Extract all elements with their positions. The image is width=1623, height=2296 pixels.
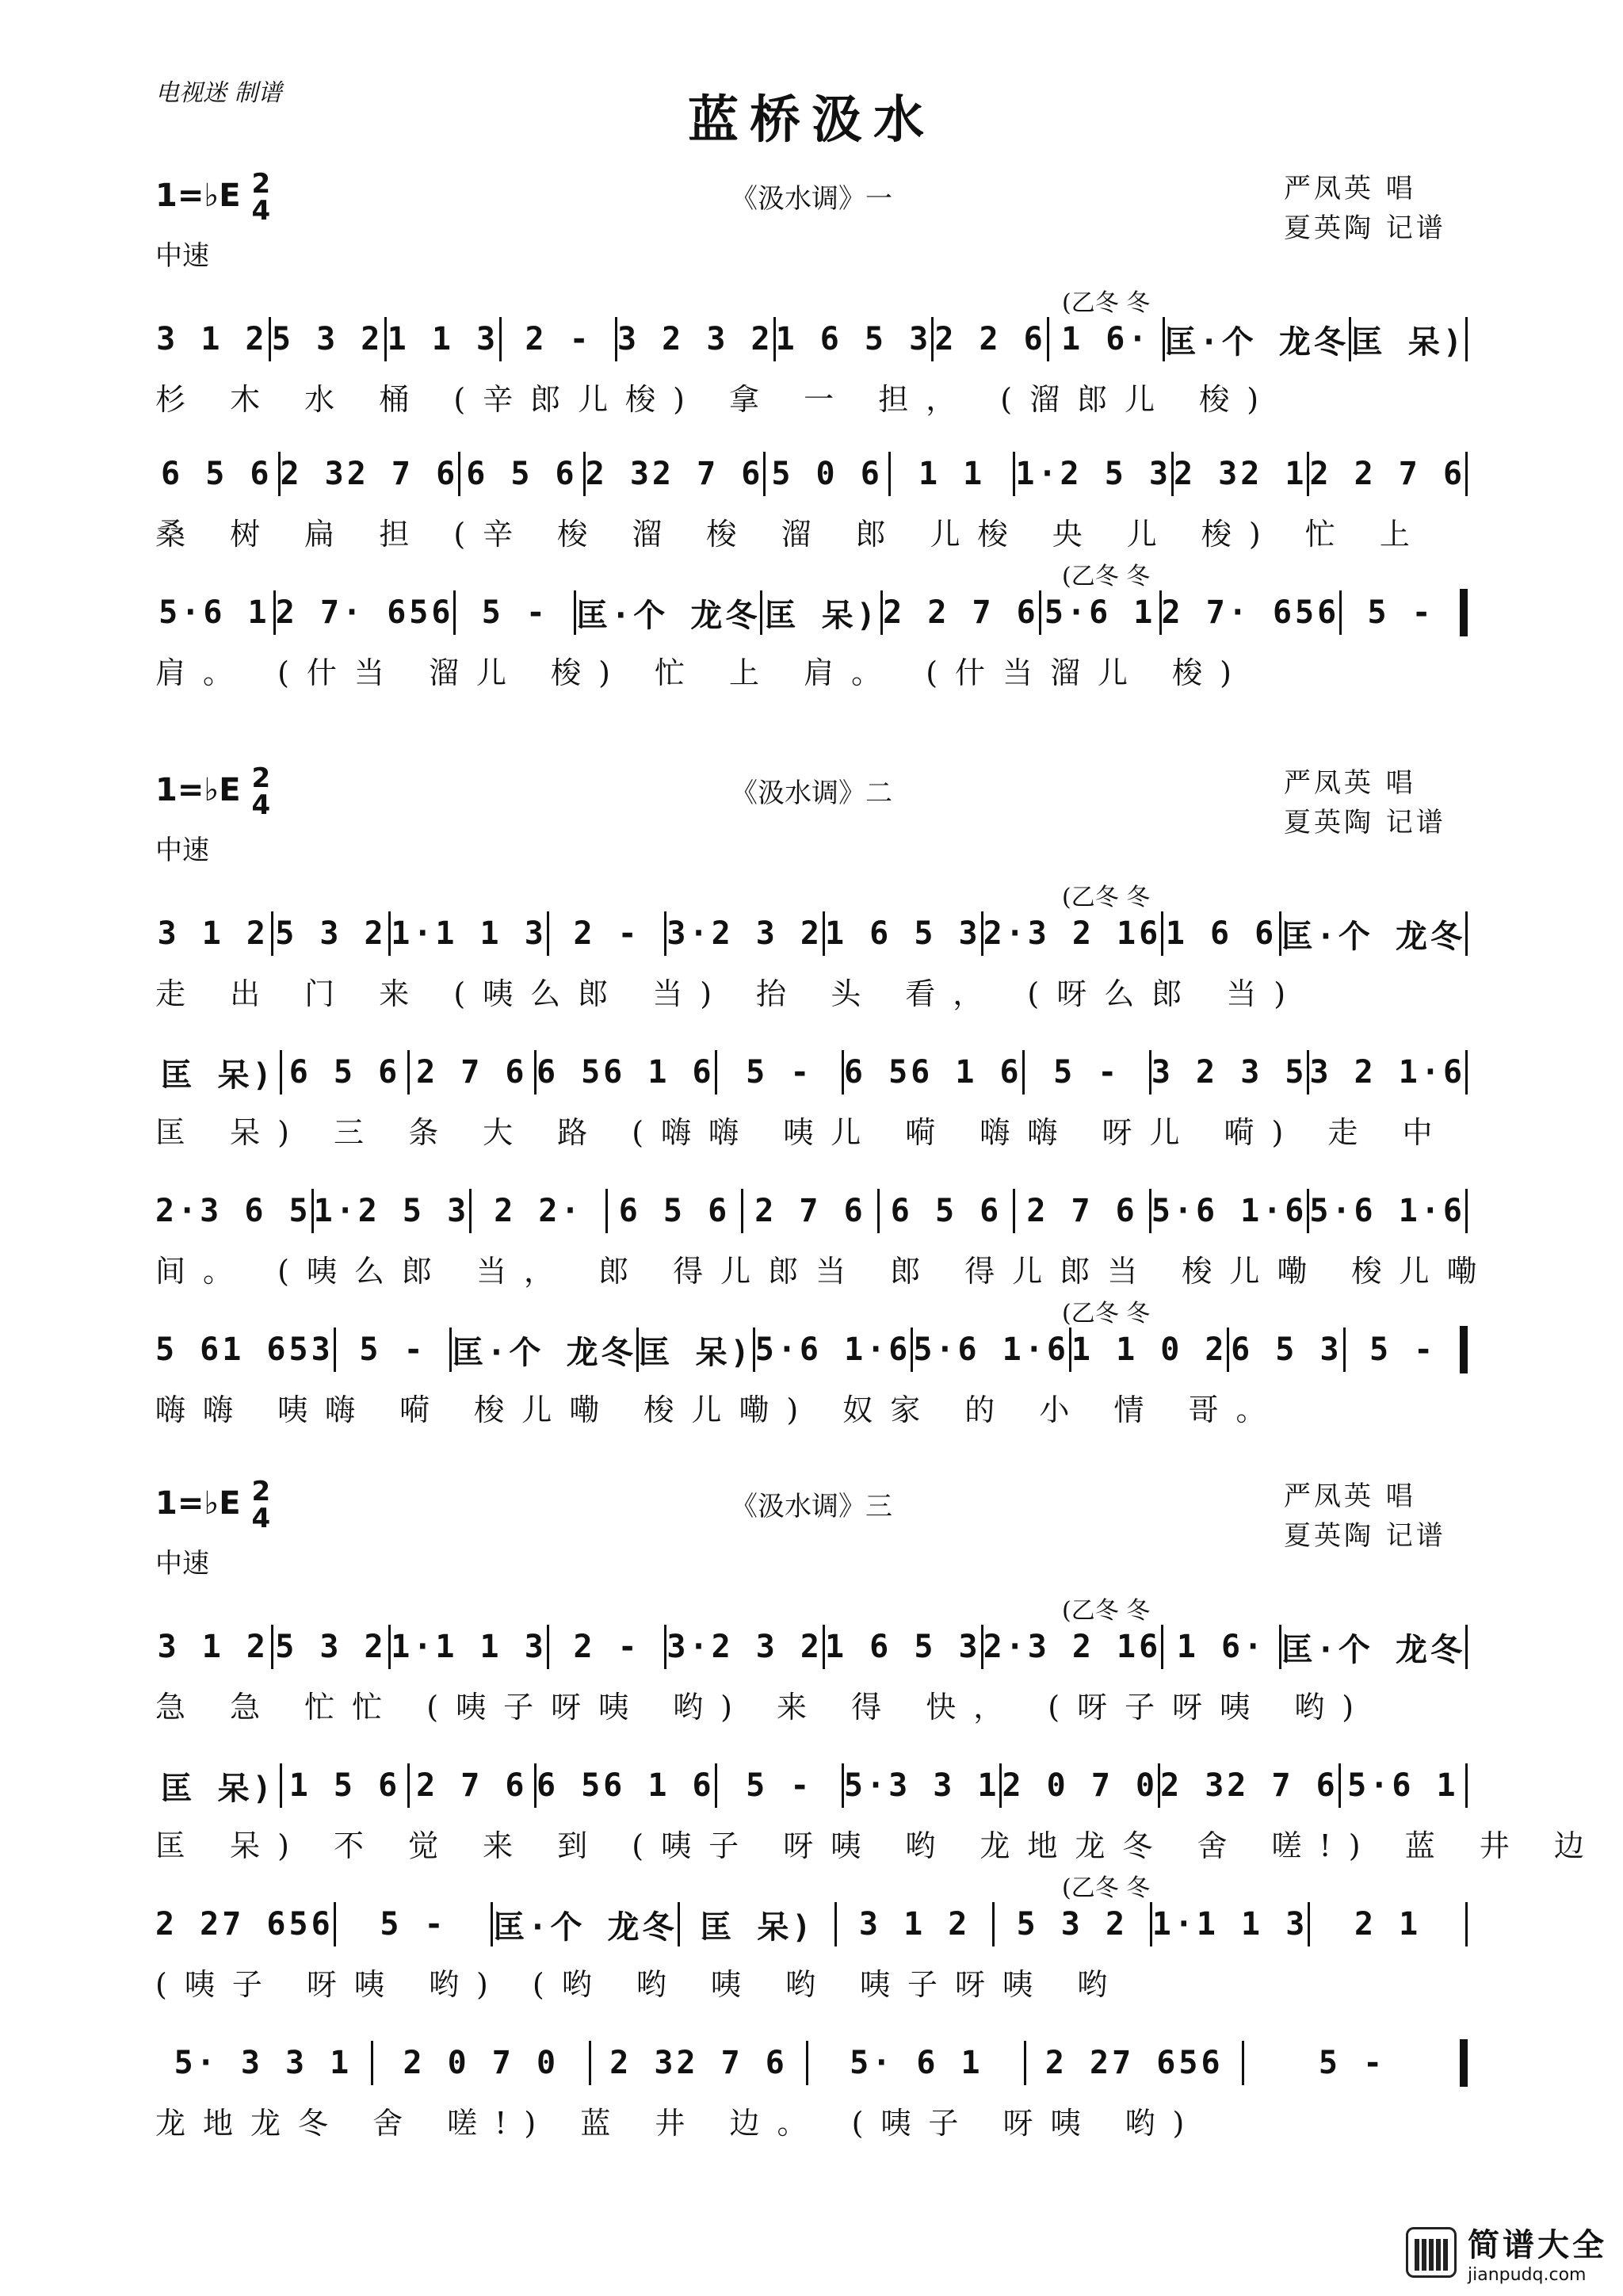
tempo-marking: 中速 [155,1548,209,1580]
measure: 2 32 1 [1173,456,1308,492]
percussion-cue: (乙冬 冬 [1062,1874,1151,1902]
measure: 2 - [525,321,592,357]
measure: 匡 呆) [1350,323,1465,361]
measure: 2 32 7 6 [585,456,764,492]
measure: 2 - [573,915,640,952]
measure: 6 5 6 [466,456,578,492]
measure: 5·6 1·6 [1309,1193,1465,1229]
section-subtitle: 《汲水调》一 [731,183,892,215]
barline [1465,911,1468,956]
lyric-line: 肩。 (什当 溜儿 梭) 忙 上 肩。 (什当溜儿 梭) [155,655,1249,690]
measure: 3 2 1·6 [1309,1054,1466,1091]
measure: 5 - [380,1906,447,1943]
measure: 2 2 7 6 [883,594,1039,631]
measure: 2 0 7 0 [403,2045,559,2081]
measure: 5· 6 1 [850,2045,983,2081]
barline [1465,1189,1468,1233]
measure: 5 3 2 [1016,1906,1128,1943]
notation-line [155,446,1468,502]
measure: 1 1 3 [387,321,499,357]
key-label: 1=♭E [155,178,241,214]
measure: 2·3 6 5 [155,1193,311,1229]
time-bottom: 4 [251,789,271,821]
measure: 2 32 7 6 [280,456,459,492]
lyric-line: 匡 呆) 三 条 大 路 (嗨嗨 咦儿 嗬 嗨嗨 呀儿 嗬) 走 中 [155,1115,1450,1150]
measure: 5 - [1369,1331,1437,1368]
measure: 2 7 6 [1026,1193,1138,1229]
measure: 1 6· [1176,1629,1266,1665]
measure: 5 0 6 [771,456,883,492]
logo-site: jianpudq.com [1468,2265,1587,2285]
measure: 3 1 2 [156,321,268,357]
measure: 匡·个 龙冬 [493,1908,678,1946]
measure: 6 5 3 [1231,1331,1342,1368]
measure: 5·6 1 [158,594,270,631]
measure: 匡·个 龙冬 [452,1334,636,1371]
measure: 3 1 2 [157,1629,269,1665]
barline [1465,1625,1468,1669]
time-bottom: 4 [251,195,271,227]
notation-line [155,311,1468,367]
singer-credit: 严凤英 唱 [1284,173,1416,204]
barline [1465,1902,1468,1946]
lyric-line: (咦子 呀咦 哟) (哟 哟 咦 哟 咦子呀咦 哟 [155,1967,1125,2002]
measure: 2·3 2 16 [983,915,1162,952]
song-title: 蓝桥汲水 [688,90,935,150]
notation-line [155,1619,1468,1675]
measure: 5 3 2 [271,321,384,357]
notation-line [155,1897,1468,1952]
measure: 5 - [1367,594,1434,631]
transcriber-credit: 夏英陶 记谱 [1284,1520,1446,1552]
measure: 5·3 3 1 [843,1767,1000,1804]
measure: 2 7 6 [754,1193,866,1229]
measure: 匡·个 龙冬 [1281,1631,1465,1668]
time-top: 2 [251,168,271,200]
piano-keys-icon [1406,2227,1457,2278]
credits [1284,763,1446,842]
notation-line [155,1183,1468,1239]
measure: 5·6 1 [1044,594,1156,631]
lyric-line: 走 出 门 来 (咦么郎 当) 抬 头 看， (呀么郎 当) [155,976,1304,1011]
tempo-marking: 中速 [155,240,209,272]
measure: 2 7· 656 [1161,594,1340,631]
final-barline [1460,1326,1468,1373]
maker-credit: 电视迷 制谱 [155,79,282,107]
measure: 1·1 1 3 [391,915,547,952]
measure: 5 - [1053,1054,1121,1091]
time-bottom: 4 [251,1503,271,1534]
section-subtitle: 《汲水调》二 [731,777,892,809]
measure: 1 6 5 3 [824,1629,981,1665]
notation-line [155,906,1468,961]
key-label: 1=♭E [155,772,241,808]
measure: 2 2 7 6 [1309,456,1466,492]
measure: 1 1 0 2 [1071,1331,1228,1368]
measure: 5 61 653 [155,1331,334,1368]
lyric-line: 龙地龙冬 舍 嗟!) 蓝 井 边。 (咦子 呀咦 哟) [155,2106,1202,2141]
measure: 2 32 7 6 [1160,1767,1338,1804]
measure: 2 27 656 [1044,2045,1224,2081]
measure: 5 - [746,1767,813,1804]
measure: 匡 呆) [160,1056,275,1094]
transcriber-credit: 夏英陶 记谱 [1284,807,1446,839]
measure: 匡 呆) [700,1908,815,1946]
measure: 1 5 6 [288,1767,401,1804]
measure: 2 2· [494,1193,583,1229]
measure: 5 - [359,1331,426,1368]
barline [1465,317,1468,361]
measure: 1 6· [1061,321,1151,357]
transcriber-credit: 夏英陶 记谱 [1284,212,1446,244]
measure: 2·3 2 16 [983,1629,1162,1665]
measure: 匡 呆) [764,597,879,634]
measure: 6 56 1 6 [536,1767,715,1804]
barline [1465,1050,1468,1095]
notation-line [155,585,1468,640]
credits [1284,1477,1446,1556]
measure: 1 6 5 3 [824,915,981,952]
measure: 3 2 3 2 [617,321,773,357]
site-logo [1406,2220,1607,2285]
final-barline [1460,2039,1468,2087]
measure: 1 1 [918,456,986,492]
measure: 5 - [1318,2045,1386,2081]
measure: 2 0 7 0 [1002,1767,1159,1804]
measure: 3 1 2 [858,1906,971,1943]
measure: 2 27 656 [155,1906,334,1943]
lyric-line: 匡 呆) 不 觉 来 到 (咦子 呀咦 哟 龙地龙冬 舍 嗟!) 蓝 井 边 [155,1828,1602,1863]
notation-line [155,1758,1468,1813]
measure: 6 56 1 6 [843,1054,1022,1091]
singer-credit: 严凤英 唱 [1284,767,1416,799]
measure: 5·6 1·6 [754,1331,911,1368]
measure: 2 - [573,1629,640,1665]
percussion-cue: (乙冬 冬 [1062,563,1151,590]
measure: 5·6 1 [1347,1767,1459,1804]
measure: 1·2 5 3 [313,1193,470,1229]
notation-line [155,1045,1468,1100]
measure: 6 56 1 6 [536,1054,715,1091]
measure: 5 3 2 [275,1629,387,1665]
barline [1465,452,1468,496]
measure: 2 2 6 [934,321,1046,357]
lyric-line: 杉 木 水 桶 (辛郎儿梭) 拿 一 担， (溜郎儿 梭) [155,382,1277,417]
measure: 1 6 6 [1165,915,1277,952]
percussion-cue: (乙冬 冬 [1062,1300,1151,1328]
tempo-marking: 中速 [155,835,209,866]
key-label: 1=♭E [155,1485,241,1522]
credits [1284,169,1446,248]
measure: 匡·个 龙冬 [576,597,761,634]
measure: 1·1 1 3 [1151,1906,1308,1943]
notation-line [155,1322,1468,1377]
measure: 匡 呆) [160,1770,275,1807]
measure: 1 6 5 3 [775,321,932,357]
time-top: 2 [251,762,271,794]
measure: 2 1 [1354,1906,1422,1943]
barline [1465,1763,1468,1808]
measure: 2 7 6 [416,1054,528,1091]
measure: 匡·个 龙冬 [1281,918,1465,955]
measure: 3·2 3 2 [666,915,823,952]
time-top: 2 [251,1476,271,1507]
lyric-line: 嗨嗨 咦嗨 嗬 梭儿嘞 梭儿嘞) 奴家 的 小 情 哥。 [155,1392,1284,1427]
measure: 5 - [746,1054,813,1091]
measure: 6 5 6 [161,456,273,492]
section-subtitle: 《汲水调》三 [731,1491,892,1522]
measure: 5·6 1·6 [1151,1193,1308,1229]
measure: 6 5 6 [618,1193,731,1229]
percussion-cue: (乙冬 冬 [1062,289,1151,317]
measure: 6 5 6 [890,1193,1002,1229]
notation-line [155,2035,1468,2091]
measure: 5 3 2 [275,915,387,952]
logo-name: 简谱大全 [1468,2227,1607,2264]
measure: 匡·个 龙冬 [1164,323,1349,361]
measure: 匡 呆) [638,1334,753,1371]
lyric-line: 急 急 忙忙 (咦子呀咦 哟) 来 得 快， (呀子呀咦 哟) [155,1690,1372,1725]
measure: 6 5 6 [288,1054,401,1091]
measure: 1·1 1 3 [391,1629,547,1665]
measure: 2 32 7 6 [609,2045,788,2081]
singer-credit: 严凤英 唱 [1284,1480,1416,1512]
measure: 1·2 5 3 [1015,456,1171,492]
measure: 2 7 6 [416,1767,528,1804]
measure: 5· 3 3 1 [174,2045,353,2081]
percussion-cue: (乙冬 冬 [1062,884,1151,911]
measure: 5·6 1·6 [913,1331,1069,1368]
lyric-line: 间。 (咦么郎 当， 郎 得儿郎当 郎 得儿郎当 梭儿嘞 梭儿嘞 [155,1254,1495,1289]
measure: 3 2 3 5 [1151,1054,1308,1091]
measure: 3·2 3 2 [666,1629,823,1665]
lyric-line: 桑 树 扁 担 (辛 梭 溜 梭 溜 郎 儿梭 央 儿 梭) 忙 上 [155,517,1427,552]
measure: 5 - [481,594,548,631]
percussion-cue: (乙冬 冬 [1062,1597,1151,1625]
measure: 3 1 2 [157,915,269,952]
measure: 2 7· 656 [275,594,454,631]
final-barline [1460,589,1468,636]
